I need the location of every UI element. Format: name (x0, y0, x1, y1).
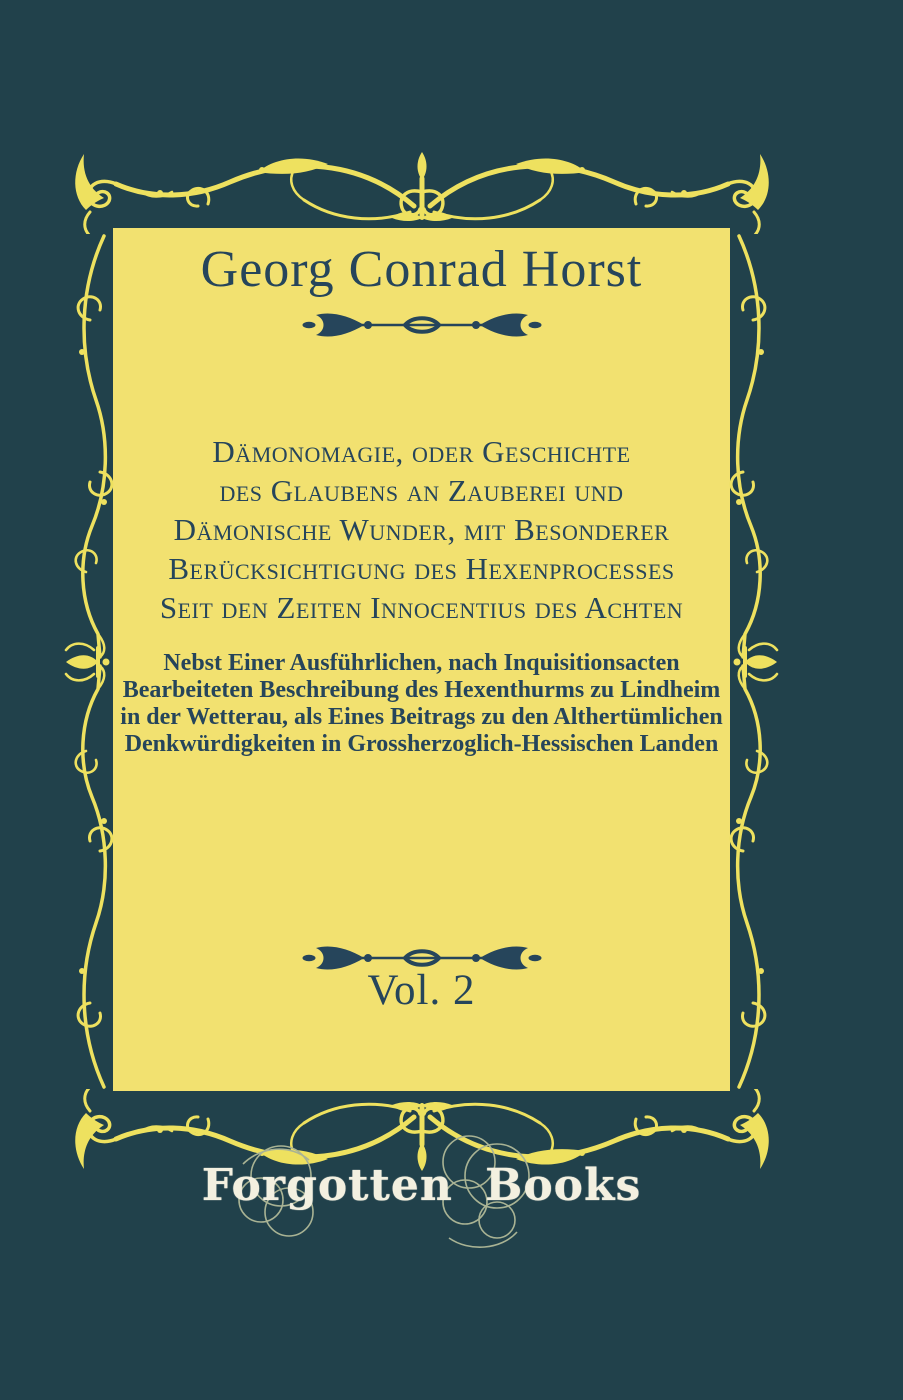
subtitle-line: Bearbeiteten Beschreibung des Hexenthurms zu Lindheim (122, 677, 721, 703)
right-border-ornament (725, 232, 783, 1091)
title-line: Dämonische Wunder, mit Besonderer (173, 512, 670, 547)
book-title (113, 432, 730, 627)
author-name: Georg Conrad Horst (200, 241, 643, 298)
publisher-logo-text: Forgotten Books (201, 1160, 642, 1211)
subtitle-line: Denkwürdigkeiten in Grossherzoglich-Hessischen Landen (124, 731, 719, 757)
top-border-ornament (72, 146, 772, 234)
subtitle-line: Nebst Einer Ausführlichen, nach Inquisitionsacten (163, 650, 680, 676)
title-line: des Glaubens an Zauberei und (219, 473, 624, 508)
title-line: Berücksichtigung des Hexenprocesses (168, 551, 675, 586)
subtitle-line: in der Wetterau, als Eines Beitrags zu den Althertümlichen (120, 704, 723, 730)
volume-label: Vol. 2 (367, 967, 476, 1014)
book-subtitle (113, 650, 730, 758)
publisher-logo (113, 1138, 730, 1248)
title-line: Dämonomagie, oder Geschichte (212, 434, 631, 469)
author-divider-ornament (302, 305, 542, 345)
left-border-ornament (60, 232, 118, 1091)
title-line: Seit den Zeiten Innocentius des Achten (159, 590, 684, 625)
